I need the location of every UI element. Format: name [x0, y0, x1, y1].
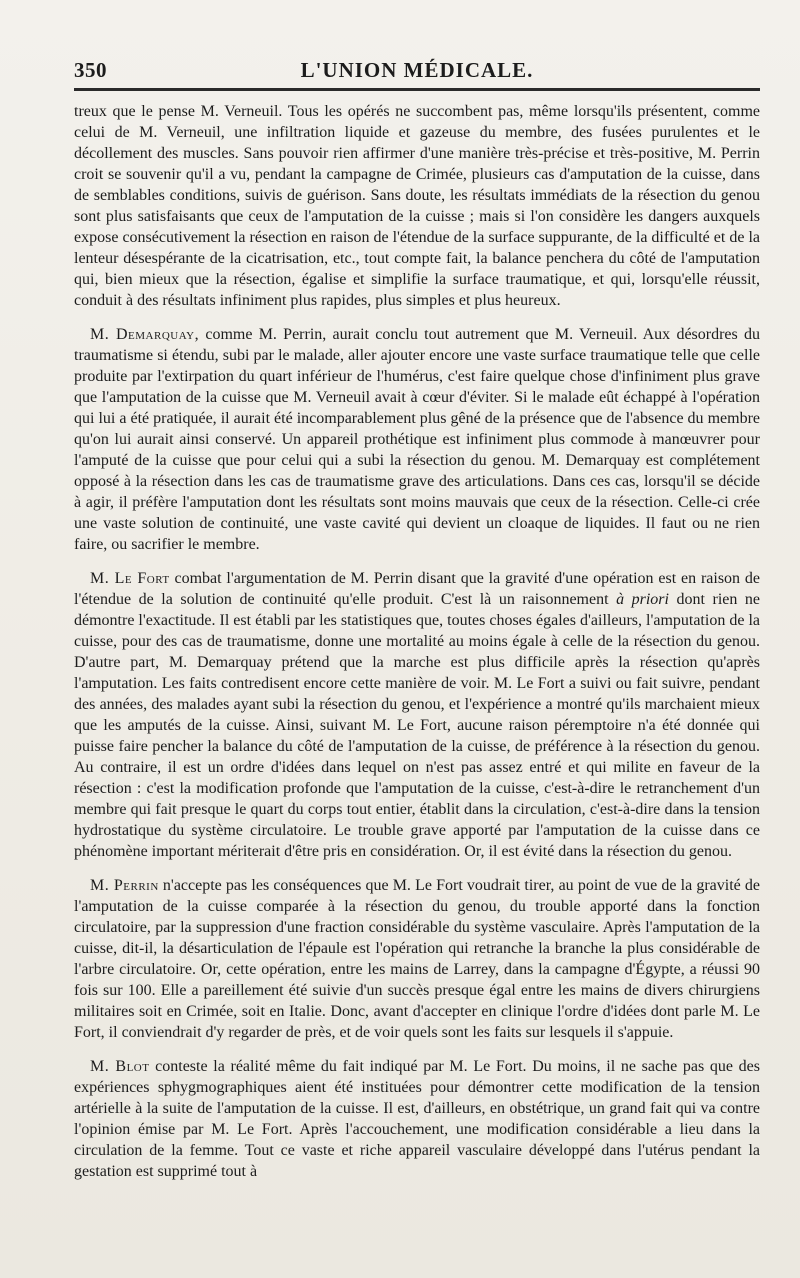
speaker-name: M. Le Fort: [90, 570, 170, 587]
running-head: [74, 0, 760, 91]
paragraph-blot: [74, 1056, 760, 1182]
speaker-name: M. Demarquay,: [90, 326, 200, 343]
paragraph-text: n'accepte pas les conséquences que M. Le Fort voudrait tirer, au point de vue de la gravité de l'amputation de la cuisse comparée à la résection du genou, du trouble apporté dans la fonction circulatoire, par la suppression d'une fraction considérable du système vasculaire. Après l'amputation de la cuisse, dit-il, la désarticulation de l'épaule est l'opération qui retranche la branche la plus considérable de l'arbre circulatoire. Or, cette opération, entre les mains de Larrey, dans la campagne d'Égypte, a réussi 90 fois sur 100. Elle a pareillement été suivie d'un succès presque égal entre les mains de divers chirurgiens militaires soit en Crimée, soit en Italie. Donc, avant d'accepter en clinique l'ordre d'idées dont parle M. Le Fort, il conviendrait d'y regarder de près, et de voir quels sont les faits sur lesquels il s'appuie.: [74, 877, 761, 1041]
paragraph-le-fort: [74, 568, 760, 862]
journal-title: L'UNION MÉDICALE.: [300, 58, 534, 82]
speaker-name: M. Blot: [90, 1058, 150, 1075]
paragraph-perrin: [74, 875, 760, 1043]
italic-term: à priori: [616, 591, 669, 608]
body-text: [74, 101, 760, 1182]
paragraph-text: conteste la réalité même du fait indiqué par M. Le Fort. Du moins, il ne sache pas que des expériences sphygmographiques aient été instituées pour démontrer cette modification de la tension artérielle à la suite de l'amputation de la cuisse. Il est, d'ailleurs, en obstétrique, un grand fait qui va contre l'opinion émise par M. Le Fort. Après l'accouchement, une modification considérable a lieu dans la circulation de la femme. Tout ce vaste et riche appareil vasculaire développé dans l'utérus pendant la gestation est supprimé tout à: [74, 1058, 761, 1180]
page-number: 350: [74, 58, 107, 82]
paragraph-continuation: treux que le pense M. Verneuil. Tous les opérés ne succombent pas, même lorsqu'ils présentent, comme celui de M. Verneuil, une infiltration liquide et gazeuse du membre, des fusées purulentes et le décollement des muscles. Sans pouvoir rien affirmer d'une manière très-précise et très-positive, M. Perrin croit se souvenir qu'il a vu, pendant la campagne de Crimée, plusieurs cas d'amputation de la cuisse, dans de semblables conditions, suivis de guérison. Sans doute, les résultats immédiats de la résection du genou sont plus satisfaisants que ceux de l'amputation de la cuisse ; mais si l'on considère les dangers auxquels expose consécutivement la résection en raison de l'étendue de la surface suppurante, de la difficulté et de la lenteur désespérante de la cicatrisation, etc., tout compte fait, la balance penchera du côté de l'amputation qui, bien mieux que la résection, égalise et simplifie la surface traumatique, et qui, lorsqu'elle réussit, conduit à des résultats infiniment plus rapides, plus simples et plus heureux.: [74, 103, 760, 309]
paragraph-text: combat l'argumentation de M. Perrin disant que la gravité d'une opération est en raison de l'étendue de la solution de continuité qu'elle produit. C'est là un raisonnement: [74, 570, 760, 608]
paragraph-text: comme M. Perrin, aurait conclu tout autrement que M. Verneuil. Aux désordres du traumatisme si étendu, subi par le malade, aller ajouter encore une vaste surface traumatique telle que celle produite par l'extirpation du quart inférieur de l'humérus, c'est faire quelque chose d'infiniment plus grave que l'amputation de la cuisse que M. Verneuil avait à cœur d'éviter. Si le malade eût échappé à l'opération qui lui a été pratiquée, il aurait été incomparablement plus gêné de la présence que de l'absence du membre qu'on lui aurait ainsi conservé. Un appareil prothétique est infiniment plus commode à manœuvrer pour l'amputé de la cuisse que pour celui qui a subi la résection du genou. M. Demarquay est complétement opposé à la résection dans les cas de traumatisme grave des articulations. Dans ces cas, lorsqu'il se décide à agir, il préfère l'amputation dont les résultats sont moins mauvais que ceux de la résection. Celle-ci crée une vaste solution de continuité, une vaste cavité qui devient un cloaque de liquides. Il faut ou ne rien faire, ou sacrifier le membre.: [74, 326, 761, 553]
paragraph-text: dont rien ne démontre l'exactitude. Il est établi par les statistiques que, toutes choses égales d'ailleurs, l'amputation de la cuisse, pour des cas de traumatisme, donne une mortalité au moins égale à celle de la résection du genou. D'autre part, M. Demarquay prétend que la marche est plus difficile après la résection qu'après l'amputation. Les faits contredisent encore cette manière de voir. M. Le Fort a suivi ou fait suivre, pendant des années, des malades ayant subi la résection du genou, et l'expérience a montré qu'ils marchaient mieux que les amputés de la cuisse. Ainsi, suivant M. Le Fort, aucune raison péremptoire n'a été donnée qui puisse faire pencher la balance du côté de l'amputation de la cuisse, de préférence à la résection du genou. Au contraire, il est un ordre d'idées dans lequel on n'est pas assez entré et qui milite en faveur de la résection : c'est la modification profonde que l'amputation de la cuisse, c'est-à-dire le retranchement d'un membre qui fait presque le quart du corps tout entier, établit dans la circulation, c'est-à-dire dans la tension hydrostatique du système circulatoire. Le trouble grave apporté par l'amputation de la cuisse dans ce phénomène important mériterait d'être pris en considération. Or, il est évité dans la résection du genou.: [74, 591, 761, 860]
speaker-name: M. Perrin: [90, 877, 159, 894]
paragraph-demarquay: [74, 324, 760, 555]
